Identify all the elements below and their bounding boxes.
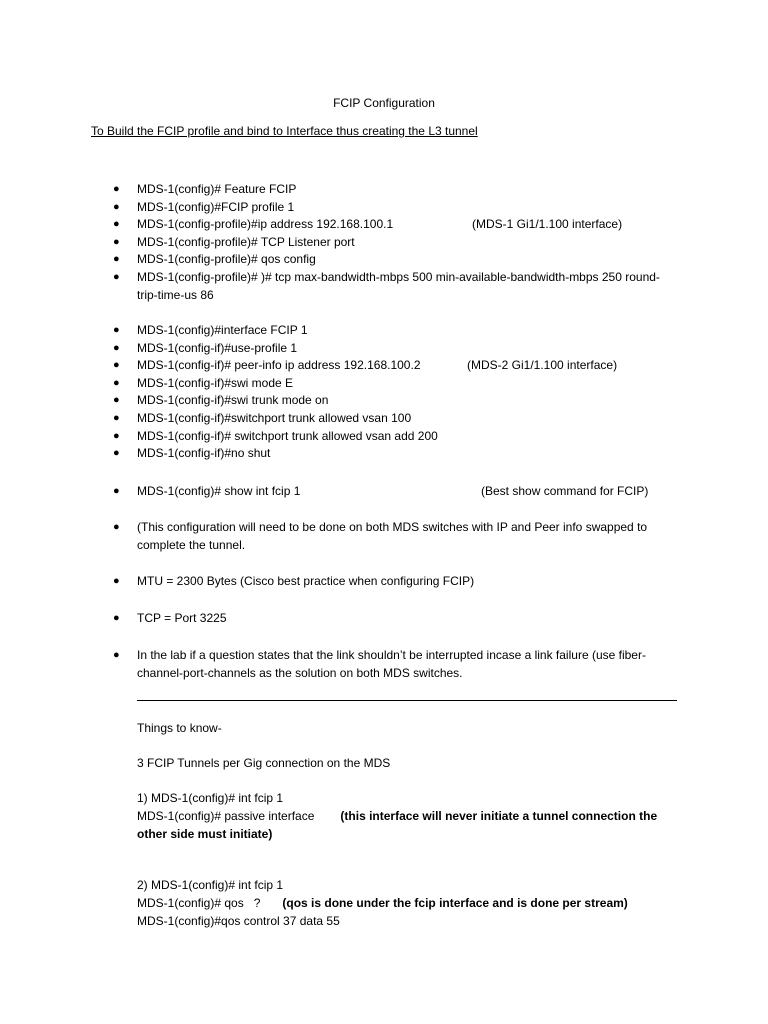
- swap-note-text: (This configuration will need to be done on both MDS switches with IP and Peer info swapped to complete the tunnel.: [137, 520, 648, 552]
- bullet-icon: ●: [113, 218, 120, 231]
- mtu-note-list: [0, 573, 717, 591]
- lab-note-list: [0, 647, 672, 682]
- bullet-icon: ●: [113, 411, 120, 424]
- list-item: [0, 647, 672, 682]
- list-item: [0, 410, 717, 428]
- item2-line1: 2) MDS-1(config)# int fcip 1: [137, 878, 284, 892]
- bullet-icon: ●: [113, 341, 120, 354]
- command-text: MDS-1(config)#interface FCIP 1: [137, 323, 308, 337]
- item2-note: (qos is done under the fcip interface and is done per stream): [282, 896, 628, 910]
- list-item: [0, 445, 717, 463]
- tcp-note-list: [0, 610, 717, 628]
- list-item: [0, 392, 717, 410]
- item2-command: MDS-1(config)# qos ?: [137, 896, 261, 910]
- item1-line2: [137, 808, 682, 843]
- swap-note-list: [0, 519, 672, 554]
- bullet-icon: ●: [113, 183, 120, 195]
- bullet-icon: ●: [113, 270, 120, 283]
- item1-line1: 1) MDS-1(config)# int fcip 1: [137, 791, 284, 805]
- bullet-icon: ●: [113, 485, 120, 497]
- tunnels-line: 3 FCIP Tunnels per Gig connection on the MDS: [137, 756, 391, 770]
- lab-note-text: In the lab if a question states that the link shouldn’t be interrupted incase a link failure (use fiber-channel-port-channels as the solution on both MDS switches.: [137, 648, 646, 680]
- command-text: MDS-1(config-profile)# )# tcp max-bandwidth-mbps 500 min-available-bandwidth-mbps 250 round-trip-time-us 86: [137, 269, 660, 302]
- command-note: (Best show command for FCIP): [481, 484, 649, 498]
- bullet-icon: ●: [113, 359, 120, 372]
- item2-line3: MDS-1(config)#qos control 37 data 55: [137, 913, 340, 928]
- list-item: [0, 375, 717, 393]
- list-item: [0, 357, 717, 375]
- list-item: [0, 269, 672, 304]
- tcp-note-text: TCP = Port 3225: [137, 611, 227, 625]
- list-item: [0, 519, 672, 554]
- item1-command: MDS-1(config)# passive interface: [137, 809, 315, 823]
- document-subtitle: To Build the FCIP profile and bind to Interface thus creating the L3 tunnel: [91, 124, 478, 138]
- command-text: MDS-1(config-if)# peer-info ip address 192.168.100.2: [137, 358, 421, 373]
- command-text: MDS-1(config)# Feature FCIP: [137, 182, 297, 196]
- document-title: FCIP Configuration: [333, 96, 435, 110]
- command-text: MDS-1(config-if)#swi mode E: [137, 375, 294, 390]
- list-item: [0, 322, 717, 340]
- list-item: [0, 573, 717, 591]
- command-note: (MDS-2 Gi1/1.100 interface): [467, 358, 618, 373]
- bullet-icon: ●: [113, 376, 120, 389]
- horizontal-divider: [137, 700, 677, 701]
- command-text: MDS-1(config-profile)# TCP Listener port: [137, 234, 355, 249]
- bullet-icon: ●: [113, 429, 120, 442]
- bullet-icon: ●: [113, 612, 120, 624]
- command-text: MDS-1(config-profile)#ip address 192.168.100.1: [137, 217, 394, 232]
- bullet-icon: ●: [113, 521, 120, 533]
- show-command-list: [0, 483, 717, 501]
- bullet-icon: ●: [113, 235, 120, 248]
- item2-line2: [137, 895, 682, 913]
- list-item: [0, 428, 717, 446]
- bullet-icon: ●: [113, 200, 120, 213]
- command-text: MDS-1(config-profile)# qos config: [137, 252, 316, 267]
- item1-note: (this interface will never initiate a tunnel connection the other side must initiate): [137, 809, 658, 841]
- command-text: MDS-1(config-if)#switchport trunk allowed vsan 100: [137, 410, 412, 425]
- command-note: (MDS-1 Gi1/1.100 interface): [472, 217, 623, 232]
- profile-command-list: [0, 181, 717, 304]
- bullet-icon: ●: [113, 575, 120, 587]
- command-text: MDS-1(config-if)#swi trunk mode on: [137, 393, 329, 408]
- item2-lines: [137, 895, 682, 930]
- bullet-icon: ●: [113, 253, 120, 266]
- bullet-icon: ●: [113, 324, 120, 336]
- list-item: [0, 610, 717, 628]
- command-text: MDS-1(config)# show int fcip 1: [137, 484, 301, 498]
- command-text: MDS-1(config-if)#use-profile 1: [137, 340, 298, 355]
- list-item: [0, 216, 717, 234]
- bullet-icon: ●: [113, 447, 120, 460]
- command-text: MDS-1(config)#FCIP profile 1: [137, 199, 295, 214]
- bullet-icon: ●: [113, 649, 120, 661]
- list-item: [0, 234, 717, 252]
- list-item: [0, 181, 717, 199]
- command-text: MDS-1(config-if)#no shut: [137, 446, 271, 461]
- interface-command-list: [0, 322, 717, 463]
- list-item: [0, 199, 717, 217]
- mtu-note-text: MTU = 2300 Bytes (Cisco best practice when configuring FCIP): [137, 574, 475, 588]
- bullet-icon: ●: [113, 394, 120, 407]
- command-text: MDS-1(config-if)# switchport trunk allowed vsan add 200: [137, 428, 438, 443]
- list-item: [0, 483, 717, 501]
- list-item: [0, 340, 717, 358]
- things-heading: Things to know-: [137, 721, 222, 735]
- list-item: [0, 251, 717, 269]
